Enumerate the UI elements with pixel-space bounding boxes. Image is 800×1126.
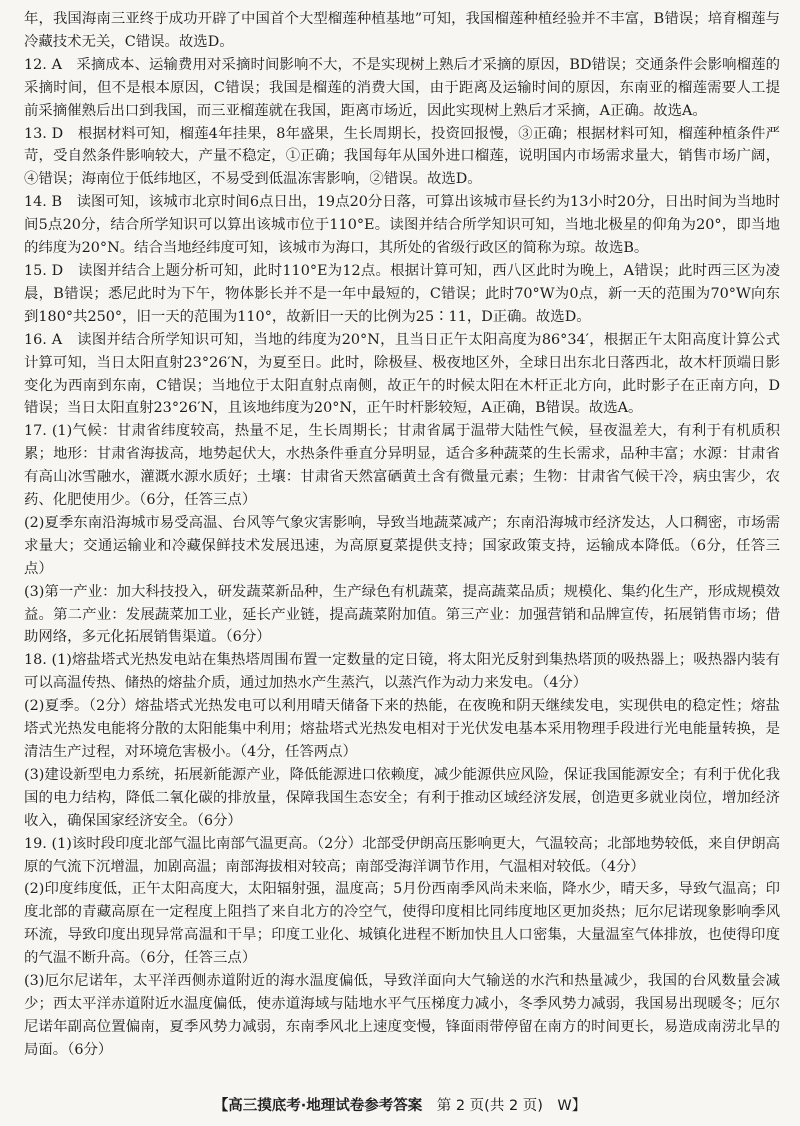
answer-paragraph: (3)厄尔尼诺年，太平洋西侧赤道附近的海水温度偏低，导致洋面向大气输送的水汽和热量减少，我国的台风数量会减少；西太平洋赤道附近水温度偏低，使赤道海域与陆地水平气压梯度力减小，冬季风势力减弱，我国易出现暖冬；厄尔尼诺年副高位置偏南，夏季风势力减弱，东南季风北上速度变慢，锋面雨带停留在南方的时间更长，易造成南涝北旱的局面。（6分）	[24, 973, 780, 1058]
answer-content	[24, 8, 780, 1062]
answer-item-16	[24, 329, 780, 421]
answer-item-17	[24, 420, 780, 649]
footer-exam-title: 【高三摸底考	[213, 1098, 301, 1114]
footer-page-number: 第 2 页(共 2 页) W】	[422, 1098, 587, 1114]
answer-paragraph: (2)夏季东南沿海城市易受高温、台风等气象灾害影响，导致当地蔬菜减产；东南沿海城市经济发达，人口稠密，市场需求量大；交通运输业和冷藏保鲜技术发展迅速，为高原夏菜提供支持；国家政策支持，运输成本降低。（6分，任答三点）	[24, 514, 780, 577]
answer-paragraph: 15. D 读图并结合上题分析可知，此时110°E为12点。根据计算可知，西八区此时为晚上，A错误；此时西三区为凌晨，B错误；悉尼此时为下午，物体影长并不是一年中最短的，C错误；此时70°W为0点，新一天的范围为70°W向东到180°共250°，旧一天的范围为110°，故新旧一天的比例为25∶11，D正确。故选D。	[24, 262, 780, 325]
answer-paragraph: (2)夏季。（2分）熔盐塔式光热发电可以利用晴天储备下来的热能，在夜晚和阴天继续发电，实现供电的稳定性；熔盐塔式光热发电能将分散的太阳能集中利用；熔盐塔式光热发电相对于光伏发电基本采用物理手段进行光电能量转换，是清洁生产过程，对环境危害极小。（4分，任答两点）	[24, 698, 780, 760]
answer-item-19	[24, 833, 780, 1062]
answer-paragraph: 12. A 采摘成本、运输费用对采摘时间影响不大，不是实现树上熟后才采摘的原因，BD错误；交通条件会影响榴莲的采摘时间，但不是根本原因，C错误；我国是榴莲的消费大国，由于距离及运输时间的原因，东南亚的榴莲需要人工提前采摘催熟后出口到我国，而三亚榴莲就在我国，距离市场近，因此实现树上熟后才采摘，A正确。故选A。	[24, 56, 780, 119]
answer-paragraph: 17. (1)气候：甘肃省纬度较高，热量不足，生长周期长；甘肃省属于温带大陆性气候，昼夜温差大，有利于有机质积累；地形：甘肃省海拔高，地势起伏大，水热条件垂直分异明显，适合多种蔬菜的生长需求，品种丰富；水源：甘肃省有高山冰雪融水，灌溉水源水质好；土壤：甘肃省天然富硒黄土含有微量元素；生物：甘肃省气候干冷，病虫害少，农药、化肥使用少。（6分，任答三点）	[24, 423, 780, 509]
answer-item-15	[24, 260, 780, 329]
answer-item-12	[24, 54, 780, 123]
answer-paragraph: 19. (1)该时段印度北部气温比南部气温更高。（2分）北部受伊朗高压影响更大，气温较高；北部地势较低，来自伊朗高原的气流下沉增温，加剧高温；南部海拔相对较高；南部受海洋调节作用，气温相对较低。（4分）	[24, 835, 780, 875]
answer-item-11-continued	[24, 8, 780, 54]
answer-paragraph: 年，我国海南三亚终于成功开辟了中国首个大型榴莲种植基地”可知，我国榴莲种植经验并不丰富，B错误；培育榴莲与冷藏技术无关，C错误。故选D。	[24, 11, 780, 50]
answer-paragraph: (2)印度纬度低，正午太阳高度大，太阳辐射强，温度高；5月份西南季风尚未来临，降水少，晴天多，导致气温高；印度北部的青藏高原在一定程度上阻挡了来自北方的冷空气，使得印度相比同纬度地区更加炎热；厄尔尼诺现象影响季风环流，导致印度出现异常高温和干旱；印度工业化、城镇化进程不断加快且人口密集，大量温室气体排放，也使得印度的气温不断升高。（6分，任答三点）	[24, 881, 780, 967]
answer-item-14	[24, 191, 780, 260]
answer-paragraph: (3)第一产业：加大科技投入，研发蔬菜新品种，生产绿色有机蔬菜，提高蔬菜品质；规模化、集约化生产，形成规模效益。第二产业：发展蔬菜加工业，延长产业链，提高蔬菜附加值。第三产业：加强营销和品牌宣传，拓展销售市场；借助网络，多元化拓展销售渠道。（6分）	[24, 583, 780, 646]
answer-paragraph: (3)建设新型电力系统，拓展新能源产业，降低能源进口依赖度，减少能源供应风险，保证我国能源安全；有利于优化我国的电力结构，降低二氧化碳的排放量，保障我国生态安全；有利于推动区域经济发展，创造更多就业岗位，增加经济收入，确保国家经济安全。（6分）	[24, 766, 780, 829]
footer-subject: ·地理试卷参考答案	[300, 1098, 423, 1114]
answer-item-18	[24, 649, 780, 832]
answer-paragraph: 18. (1)熔盐塔式光热发电站在集热塔周围布置一定数量的定日镜，将太阳光反射到集热塔顶的吸热器上；吸热器内装有可以高温传热、储热的熔盐介质，通过加热水产生蒸汽，以蒸汽作为动力来发电。（4分）	[24, 652, 780, 692]
page-footer	[0, 1096, 800, 1116]
answer-paragraph: 14. B 读图可知，该城市北京时间6点日出，19点20分日落，可算出该城市昼长约为13小时20分，日出时间为当地时间5点20分，结合所学知识可以算出该城市位于110°E。读图并结合所学知识可知，当地北极星的仰角为20°，即当地的纬度为20°N。结合当地经纬度可知，该城市为海口，其所处的省级行政区的简称为琼。故选B。	[24, 194, 780, 257]
answer-paragraph: 13. D 根据材料可知，榴莲4年挂果，8年盛果，生长周期长，投资回报慢，③正确；根据材料可知，榴莲种植条件严苛，受自然条件影响较大，产量不稳定，①正确；我国每年从国外进口榴莲，说明国内市场需求量大，销售市场广阔，④错误；海南位于低纬地区，不易受到低温冻害影响，②错误。故选D。	[24, 125, 780, 188]
answer-item-13	[24, 123, 780, 192]
answer-paragraph: 16. A 读图并结合所学知识可知，当地的纬度为20°N，且当日正午太阳高度为86°34′，根据正午太阳高度计算公式计算可知，当日太阳直射23°26′N，为夏至日。此时，除极昼、极夜地区外，全球日出东北日落西北，故木杆顶端日影变化为西南到东南，C错误；当地位于太阳直射点南侧，故正午的时候太阳在木杆正北方向，此时影子在正南方向，D错误；当日太阳直射23°26′N，且该地纬度为20°N，正午时杆影较短，A正确，B错误。故选A。	[24, 331, 780, 417]
